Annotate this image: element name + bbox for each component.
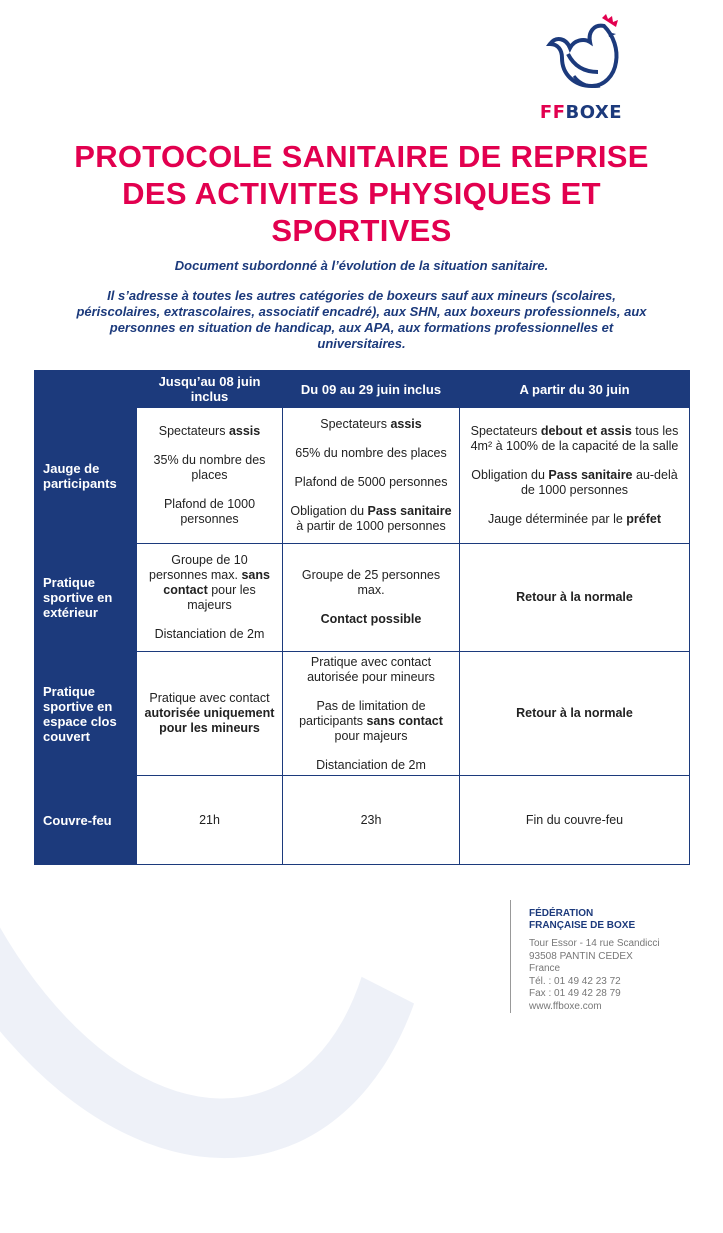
- table-header-row: [35, 371, 690, 408]
- country: France: [529, 963, 561, 974]
- table-cell: [137, 408, 283, 544]
- cell-paragraph: Fin du couvre-feu: [525, 812, 624, 827]
- table-cell: [283, 408, 460, 544]
- intro-text: Il s’adresse à toutes les autres catégories de boxeurs sauf aux mineurs (scolaires, périscolaires, extrascolaires, associatif encadré), aux SHN, aux boxeurs professionnels, aux personnes en situation de handicap, aux APA, aux formations professionnelles et universitaires.: [76, 288, 647, 351]
- cell-paragraph: Spectateurs debout et assis tous les 4m² à 100% de la capacité de la salle: [470, 424, 679, 453]
- cell-paragraph: Distanciation de 2m: [154, 627, 265, 641]
- phone: Tél. : 01 49 42 23 72: [529, 975, 621, 987]
- cell-paragraph: Groupe de 25 personnes max.: [301, 568, 441, 597]
- row-label: Pratique sportive en extérieur: [35, 544, 137, 652]
- cell-paragraph: Obligation du Pass sanitaire au-delà de 1000 personnes: [471, 468, 678, 497]
- cell-paragraph: Distanciation de 2m: [316, 757, 426, 772]
- cell-paragraph: Jauge déterminée par le préfet: [487, 512, 661, 526]
- row-label: Couvre-feu: [35, 776, 137, 865]
- brand-name: FFBOXE: [539, 102, 623, 123]
- table-cell: [460, 652, 690, 776]
- cell-paragraph: Spectateurs assis: [158, 424, 261, 438]
- cell-paragraph: Spectateurs assis: [320, 417, 422, 431]
- ffboxe-logo: [528, 14, 634, 126]
- table-cell: [137, 652, 283, 776]
- row-label: Pratique sportive en espace clos couvert: [35, 652, 137, 776]
- table-row: [35, 408, 690, 544]
- table-cell: [460, 544, 690, 652]
- cell-paragraph: 23h: [360, 812, 382, 827]
- cell-paragraph: Retour à la normale: [516, 706, 633, 720]
- cell-paragraph: 21h: [199, 812, 220, 827]
- header-period-2: Du 09 au 29 juin inclus: [283, 371, 460, 408]
- table-cell: [137, 776, 283, 865]
- table-row: [35, 776, 690, 865]
- cell-paragraph: Plafond de 5000 personnes: [294, 475, 448, 489]
- table-cell: [283, 776, 460, 865]
- cell-paragraph: 35% du nombre des places: [153, 453, 266, 482]
- page-title: PROTOCOLE SANITAIRE DE REPRISE DES ACTIVITES PHYSIQUES ET SPORTIVES: [74, 139, 649, 248]
- address-line: Tour Essor - 14 rue Scandicci: [529, 938, 660, 949]
- protocol-table: [34, 370, 690, 865]
- table-cell: [137, 544, 283, 652]
- website-link[interactable]: www.ffboxe.com: [529, 1000, 602, 1012]
- subtitle: Document subordonné à l’évolution de la situation sanitaire.: [174, 258, 549, 273]
- fax: Fax : 01 49 42 28 79: [529, 988, 621, 999]
- cell-paragraph: Obligation du Pass sanitaire à partir de 1000 personnes: [290, 504, 452, 533]
- table-cell: [460, 408, 690, 544]
- cell-paragraph: Pratique avec contact autorisée pour mineurs: [307, 654, 435, 684]
- table-row: [35, 652, 690, 776]
- rooster-icon: [544, 14, 624, 100]
- row-label: Jauge de participants: [35, 408, 137, 544]
- cell-paragraph: Pratique avec contact autorisée uniquement pour les mineurs: [144, 691, 275, 735]
- cell-paragraph: 65% du nombre des places: [295, 446, 447, 460]
- cell-paragraph: Plafond de 1000 personnes: [163, 497, 256, 526]
- address-line: 93508 PANTIN CEDEX: [529, 950, 633, 962]
- cell-paragraph: Pas de limitation de participants sans contact pour majeurs: [299, 698, 443, 743]
- cell-paragraph: Groupe de 10 personnes max. sans contact pour les majeurs: [149, 553, 270, 612]
- organization-name: FÉDÉRATION FRANÇAISE DE BOXE: [529, 908, 636, 931]
- table-cell: [283, 652, 460, 776]
- header-period-1: Jusqu’au 08 juin inclus: [137, 371, 283, 408]
- table-cell: [283, 544, 460, 652]
- header-corner: [35, 371, 137, 408]
- header-period-3: A partir du 30 juin: [460, 371, 690, 408]
- cell-paragraph: Retour à la normale: [516, 590, 633, 604]
- table-cell: [460, 776, 690, 865]
- contact-block: [510, 900, 723, 1013]
- table-row: [35, 544, 690, 652]
- cell-paragraph: Contact possible: [320, 612, 422, 626]
